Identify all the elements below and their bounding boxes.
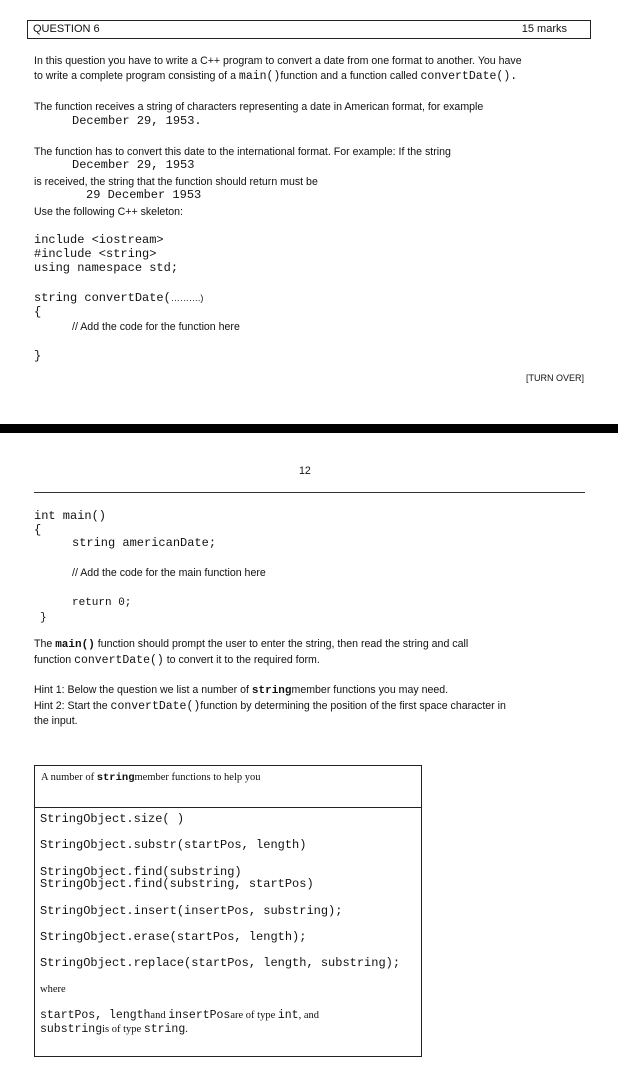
table-note-line-1: startPos, lengthand insertPosare of type int, and [40,1009,320,1022]
header-rule [34,492,585,493]
table-where: where [40,984,66,995]
table-header [35,766,421,808]
code-using-namespace: using namespace std; [34,261,179,275]
intro-line-2: to write a complete program consisting of a main()function and a function called convertDate(). [34,70,518,83]
code-close-brace: } [34,349,42,363]
code-convertdate-signature: string convertDate(……….) [34,291,204,305]
question-label: QUESTION 6 [33,23,100,35]
example-date-3: 29 December 1953 [86,188,202,202]
received-text: is received, the string that the function should return must be [34,176,318,188]
skeleton-intro: Use the following C++ skeleton: [34,206,183,218]
marks-label: 15 marks [521,23,567,35]
code-include-iostream: include <iostream> [34,233,164,247]
hint-2-line-2: the input. [34,715,78,727]
example-date-2: December 29, 1953 [72,158,195,172]
page-divider [0,424,618,433]
table-row-find: StringObject.find(substring) [40,865,242,879]
code-main-open-brace: { [34,523,42,537]
table-row-substr: StringObject.substr(startPos, length) [40,838,307,852]
table-row-find-startpos: StringObject.find(substring, startPos) [40,877,314,891]
code-american-date-decl: string americanDate; [72,536,217,550]
code-main-signature: int main() [34,509,107,523]
receives-text: The function receives a string of characters representing a date in American format, for example [34,101,484,113]
table-row-size: StringObject.size( ) [40,812,185,826]
code-main-comment: // Add the code for the main function here [72,567,266,579]
code-return-statement: return 0; [72,597,132,609]
hint-1: Hint 1: Below the question we list a number of stringmember functions you may need. [34,684,449,697]
string-functions-table [34,765,422,1057]
code-open-brace: { [34,305,42,319]
table-header-text: A number of stringmember functions to help you [41,772,261,784]
question-header-box [27,20,591,39]
code-main-close-brace: } [40,612,47,624]
table-note-line-2: substringis of type string. [40,1023,188,1036]
turn-over-label: [TURN OVER] [526,373,585,383]
main-description-line-2: function convertDate() to convert it to the required form. [34,654,320,667]
intro-line-1: In this question you have to write a C++ program to convert a date from one format to another. You have [34,55,522,67]
table-row-replace: StringObject.replace(startPos, length, substring); [40,956,401,970]
example-date-1: December 29, 1953. [72,114,202,128]
table-row-insert: StringObject.insert(insertPos, substring); [40,904,343,918]
code-include-string: #include <string> [34,247,157,261]
convert-text: The function has to convert this date to the international format. For example: If the string [34,146,451,158]
code-function-comment: // Add the code for the function here [72,321,240,333]
hint-2-line-1: Hint 2: Start the convertDate()function by determining the position of the first space character in [34,700,506,713]
main-description-line-1: The main() function should prompt the user to enter the string, then read the string and call [34,638,469,651]
table-row-erase: StringObject.erase(startPos, length); [40,930,307,944]
page-number: 12 [299,465,311,477]
